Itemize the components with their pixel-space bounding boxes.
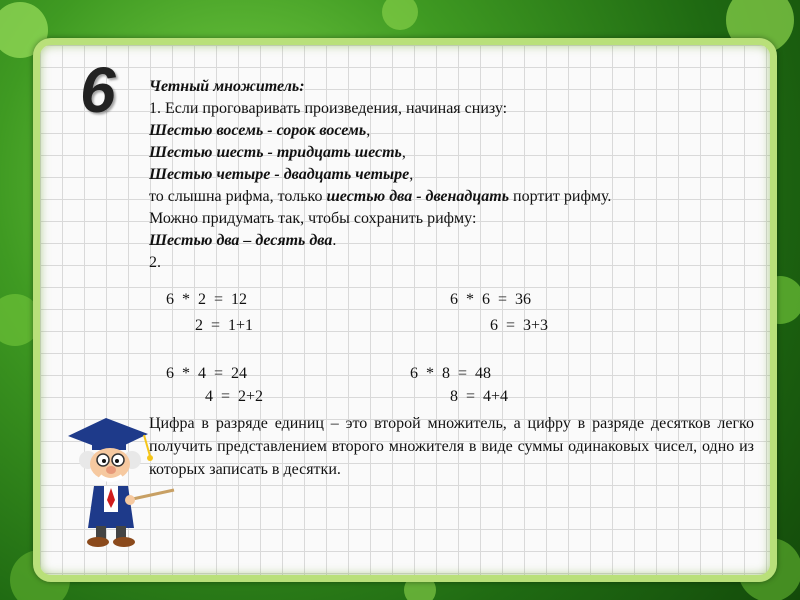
rhyme-line-d-start: то слышна рифма, только <box>149 188 327 205</box>
equation-2-main: 6 * 6 = 36 <box>450 291 532 308</box>
rhyme-line-d-end: портит рифму. <box>509 188 612 205</box>
heading: Четный множитель: <box>149 78 305 95</box>
rhyme-line-d-bold: шестью два - двенадцать <box>326 188 509 205</box>
rhyme-line-a: Шестью восемь - сорок восемь <box>149 122 367 139</box>
item-2: 2. <box>149 254 161 271</box>
equation-4-sub: 8 = 4+4 <box>450 388 509 405</box>
equation-3-main: 6 * 4 = 24 <box>166 365 248 382</box>
equation-2-sub: 6 = 3+3 <box>490 317 549 334</box>
equation-4-main: 6 * 8 = 48 <box>410 365 492 382</box>
equation-1-main: 6 * 2 = 12 <box>166 291 248 308</box>
rhyme-line-e: Можно придумать так, чтобы сохранить рифму: <box>149 210 477 227</box>
professor-illustration <box>58 408 178 548</box>
item-1: 1. Если проговаривать произведения, начиная снизу: <box>149 100 508 117</box>
rhyme-line-c: Шестью четыре - двадцать четыре <box>149 166 410 183</box>
equation-3-sub: 4 = 2+2 <box>205 388 264 405</box>
rhyme-line-f: Шестью два – десять два <box>149 232 333 249</box>
rhyme-line-b: Шестью шесть - тридцать шесть <box>149 144 402 161</box>
explanation-text: Четный множитель: 1. Если проговаривать произведения, начиная снизу: Шестью восемь - сорок восемь, Шестью шесть - тридцать шесть, Шестью четыре - двадцать четыре, то слышна рифма, только шестью два - двенадцать портит рифму. Можно придумать так, чтобы сохранить рифму: Шестью два – десять два. 2. <box>149 76 754 274</box>
slide-number: 6 <box>80 54 116 126</box>
equation-1-sub: 2 = 1+1 <box>195 317 254 334</box>
conclusion-paragraph: Цифра в разряде единиц – это второй множитель, а цифру в разряде десятков легко получить представлением второго множителя в виде суммы одинаковых чисел, одно из которых записать в десятки. <box>149 415 754 478</box>
